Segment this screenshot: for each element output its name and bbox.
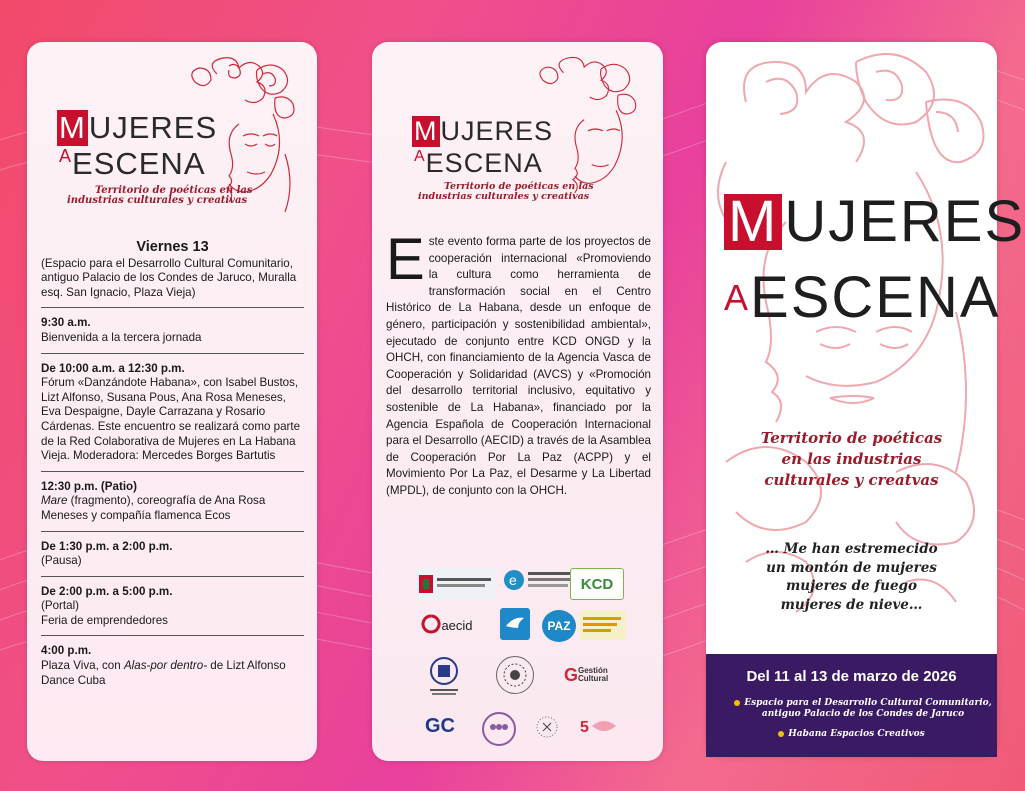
event-location-2-text: Habana Espacios Creativos (788, 729, 925, 739)
schedule-time: De 2:00 p.m. a 5:00 p.m. (41, 584, 173, 598)
schedule-text: Bienvenida a la tercera jornada (41, 330, 202, 344)
cover-tagline-2: en las industrias (781, 450, 922, 468)
svg-text:5: 5 (580, 719, 589, 736)
circular-emblem-logo (496, 656, 534, 694)
dropcap-letter: E (386, 227, 425, 292)
schedule-item (41, 307, 304, 352)
event-dates: Del 11 al 13 de marzo de 2026 (746, 668, 957, 685)
logo-word-mujeres (57, 110, 217, 146)
schedule-text-rest: (fragmento), coreografía de Ana Rosa Meneses y compañía flamenca Ecos (41, 494, 266, 522)
schedule-text: (Pausa) (41, 554, 82, 568)
schedule-list (41, 240, 304, 695)
cover-tagline-3: culturales y creatvas (764, 471, 939, 489)
logo-tagline (418, 182, 594, 201)
university-logo (502, 566, 580, 598)
schedule-text (41, 494, 304, 523)
schedule-time: De 1:30 p.m. a 2:00 p.m. (41, 539, 173, 553)
event-logo (57, 54, 307, 224)
logo-word-aescena (59, 146, 206, 182)
cover-tagline (706, 428, 997, 491)
gestion-cultural-text: Gestión Cultural (578, 666, 609, 683)
anniversary-logo (578, 714, 618, 738)
svg-text:e: e (509, 572, 517, 588)
logo-word-mujeres (412, 116, 553, 147)
logo-a-letter: A (414, 148, 426, 165)
schedule-time: 4:00 p.m. (41, 644, 92, 658)
cover-poem (706, 540, 997, 614)
schedule-text: Fórum «Danzándote Habana», con Isabel Bustos, Lizt Alfonso, Susana Pous, Ana Rosa Meneses, Eva Despaigne, Dayle Carrazana y Rosario Cárdenas. Este encuentro se realizará como parte de la Red Colaborativa de Mujeres en La Habana Vieja. Moderadora: Mercedes Borges Bartutis (41, 376, 301, 463)
logo-m-box: M (59, 110, 86, 145)
work-title: Mare (41, 494, 68, 508)
logo-a-letter: A (59, 146, 73, 166)
about-panel (372, 42, 663, 761)
paz-logo (542, 610, 576, 642)
poem-line-1: … Me han estremecido (765, 541, 938, 557)
gestion-cultural-logo: G Gestión Cultural (556, 662, 626, 688)
government-seal-logo (424, 654, 464, 700)
about-body: ste evento forma parte de los proyectos de cooperación internacional «Promoviendo la cultura como herramienta de transformación social en el Centro Histórico de La Habana, desde un enfoque de género, participación y sostenibilidad ambiental», ejecutado de conjunto entre KCD ONGD y la OHCH, con financiamiento de la Agencia Vasca de Cooperación y Solidaridad (AVCS) y «Promoción del desarrollo territorial inclusivo, equitativo y sostenible de La Habana», financiado por la Agencia Española de Cooperación Internacional para el Desarrollo (AECID) a través de la Asamblea de Cooperación Por La Paz (ACPP) y el Movimiento Por La Paz, el Desarme y La Libertad (MPDL), de conjunto con la OHCH. (386, 235, 651, 497)
schedule-panel (27, 42, 317, 761)
logo-tagline-2: industrias culturales y creativas (67, 195, 248, 206)
schedule-item (41, 635, 304, 695)
kcd-logo-text: KCD (580, 575, 614, 593)
logo-word-aescena (414, 148, 543, 179)
logo-mujeres-rest: UJERES (88, 110, 218, 145)
logo-m-box: M (414, 116, 438, 146)
about-text (386, 227, 651, 500)
basque-government-logo (416, 568, 496, 600)
schedule-time: 9:30 a.m. (41, 316, 91, 330)
poem-line-4: mujeres de nieve… (780, 596, 923, 613)
event-location-text: Espacio para el Desarrollo Cultural Comunitario, antiguo Palacio de los Condes de Jaruco (744, 698, 992, 719)
logo-tagline (67, 186, 252, 206)
poem-line-2: un montón de mujeres (766, 559, 937, 576)
habana-creativa-logo (580, 610, 626, 640)
day-title: Viernes 13 (136, 239, 209, 255)
cover-a-letter: A (724, 277, 751, 318)
cover-title (724, 189, 1025, 330)
paz-logo-text: PAZ (547, 619, 571, 633)
event-location-2 (706, 729, 997, 739)
poem-line-3: mujeres de fuego (786, 578, 917, 594)
dance-company-logo (532, 712, 562, 742)
gc-logo-text: GC (425, 714, 455, 737)
aecid-logo-text: aecid (441, 617, 473, 633)
logo-tagline-1: Territorio de poéticas en las (444, 181, 594, 192)
schedule-item (41, 576, 304, 636)
schedule-text (41, 659, 304, 688)
logo-tagline-2: industrias culturales y creativas (418, 190, 590, 202)
aecid-logo (416, 610, 480, 640)
schedule-item (41, 471, 304, 531)
kcd-logo (570, 568, 624, 600)
logo-escena-rest: ESCENA (72, 146, 206, 181)
cover-title-aescena (724, 265, 1025, 330)
cover-tagline-1: Territorio de poéticas (760, 429, 943, 447)
day-place: (Espacio para el Desarrollo Cultural Comunitario, antiguo Palacio de los Condes de Jaruco, Muralla esq. San Ignacio, Plaza Vieja) (41, 256, 297, 299)
schedule-text-rest: de Lizt Alfonso Dance Cuba (41, 659, 286, 687)
logo-mujeres-rest: UJERES (440, 116, 554, 146)
cover-mujeres-rest: UJERES (784, 189, 1025, 254)
schedule-text-pre: Plaza Viva, con (41, 659, 124, 673)
schedule-text: Feria de emprendedores (41, 613, 168, 627)
women-network-logo (482, 712, 516, 746)
bullet-dot-icon (734, 700, 740, 706)
logo-escena-rest: ESCENA (425, 148, 543, 178)
schedule-item (41, 531, 304, 576)
event-info-band (706, 654, 997, 757)
schedule-time: De 10:00 a.m. a 12:30 p.m. (41, 361, 185, 375)
cover-escena-rest: ESCENA (750, 265, 1001, 330)
event-location (732, 698, 994, 720)
event-logo (412, 54, 662, 224)
bullet-dot-icon (778, 731, 784, 737)
cover-title-mujeres (724, 189, 1025, 254)
gc-producciones-logo (418, 708, 462, 744)
dove-logo (500, 608, 530, 640)
schedule-item (41, 353, 304, 471)
cover-m-box: M (724, 194, 782, 250)
schedule-place: (Portal) (41, 599, 80, 613)
work-title: Alas-por dentro- (123, 659, 208, 673)
logo-tagline-1: Territorio de poéticas en las (95, 185, 253, 196)
schedule-time: 12:30 p.m. (Patio) (41, 479, 137, 493)
cover-panel (706, 42, 1025, 757)
